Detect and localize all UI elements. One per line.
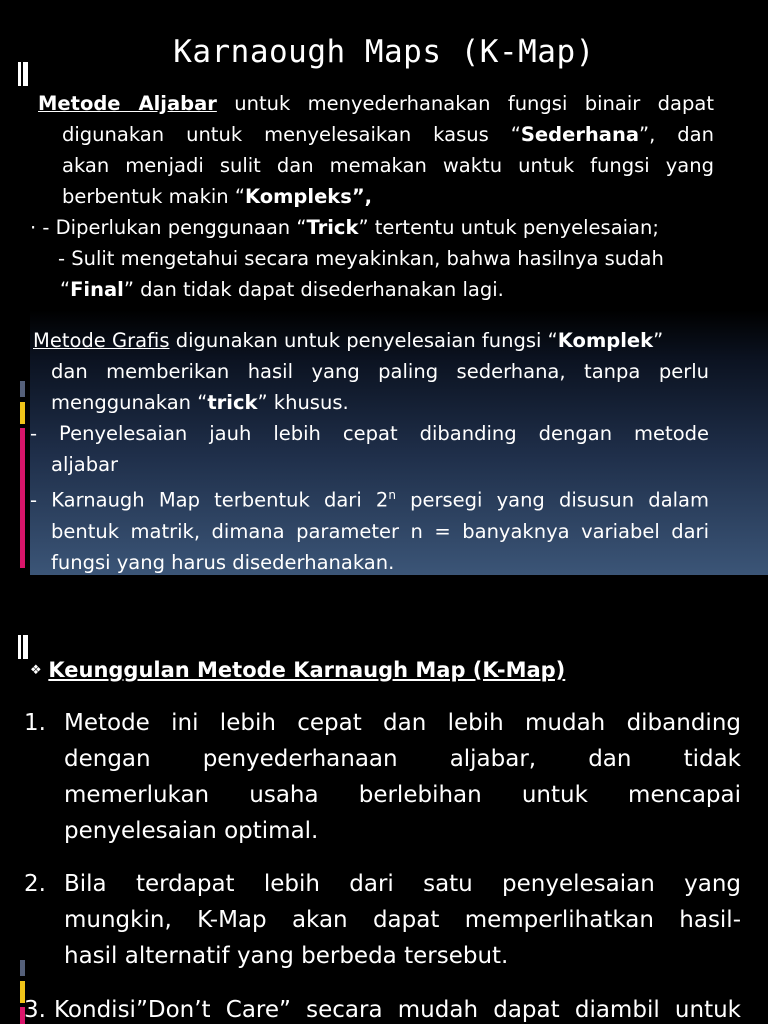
advantage-item-1 <box>24 705 741 849</box>
item-1-line-3: memerlukan usaha berlebihan untuk mencapai <box>64 782 741 808</box>
item-1-line-2: dengan penyederhanaan aljabar, dan tidak <box>64 746 741 772</box>
grafis-line-6: - Karnaugh Map terbentuk dari 2$^n$ persegi yang disusun dalam <box>30 488 710 512</box>
item-number: 1. <box>24 710 46 736</box>
advantage-item-3 <box>24 992 741 1024</box>
slide-title: Karnaough Maps (K-Map) <box>173 34 595 70</box>
aljabar-line-4: berbentuk makin “Kompleks”, <box>62 185 373 208</box>
grafis-line-4: - Penyelesaian jauh lebih cepat dibanding dengan metode <box>30 422 709 445</box>
aljabar-bullet-3: “Final” dan tidak dapat disederhanakan lagi. <box>60 278 504 301</box>
diamond-bullet-icon: ❖ <box>30 663 42 678</box>
grafis-line-7: bentuk matrik, dimana parameter n = banyaknya variabel dari <box>51 519 709 543</box>
decor-bar-slate <box>20 381 25 397</box>
aljabar-bullet-1: · - Diperlukan penggunaan “Trick” tertentu untuk penyelesaian; <box>30 216 659 239</box>
item-2-line-3: hasil alternatif yang berbeda tersebut. <box>64 943 509 969</box>
decor-bar-yellow <box>20 402 25 424</box>
decor-bar-slate <box>20 960 25 976</box>
grafis-line-2: dan memberikan hasil yang paling sederhana, tanpa perlu <box>51 360 709 383</box>
item-1-line-4: penyelesaian optimal. <box>64 818 319 844</box>
grafis-line-3: menggunakan “trick” khusus. <box>51 391 349 414</box>
aljabar-paragraph <box>38 88 714 212</box>
item-1-line-1: Metode ini lebih cepat dan lebih mudah dibanding <box>64 710 741 736</box>
grafis-line-1: Metode Grafis digunakan untuk penyelesaian fungsi “Komplek” <box>33 329 664 352</box>
aljabar-bullets <box>30 212 720 305</box>
decor-bar-pink <box>20 428 25 568</box>
grafis-heading: Metode Grafis <box>33 329 170 352</box>
advantages-heading-row <box>30 652 565 689</box>
item-2-line-1: Bila terdapat lebih dari satu penyelesaian yang <box>64 871 741 897</box>
decor-bar-white <box>23 635 28 659</box>
aljabar-line-2: digunakan untuk menyelesaikan kasus “Sederhana”, dan <box>62 123 714 146</box>
item-2-line-2: mungkin, K-Map akan dapat memperlihatkan hasil- <box>64 907 741 933</box>
aljabar-heading: Metode Aljabar <box>38 92 217 115</box>
grafis-line-5: aljabar <box>51 453 119 476</box>
decor-bar-white <box>18 635 21 659</box>
grafis-line-8: fungsi yang harus disederhanakan. <box>51 550 395 574</box>
slide-2 <box>0 615 768 1024</box>
advantages-heading: Keunggulan Metode Karnaugh Map (K-Map) <box>48 658 566 682</box>
item-number: 2. <box>24 871 46 897</box>
item-number: 3. <box>24 997 46 1023</box>
aljabar-bullet-2: - Sulit mengetahui secara meyakinkan, bahwa hasilnya sudah <box>58 247 664 270</box>
aljabar-line-3: akan menjadi sulit dan memakan waktu untuk fungsi yang <box>62 154 714 177</box>
aljabar-line-1: Metode Aljabar untuk menyederhanakan fungsi binair dapat <box>38 92 714 115</box>
item-3-line-1: Kondisi”Don’t Care” secara mudah dapat diambil untuk <box>54 997 741 1023</box>
grafis-paragraph <box>30 325 710 578</box>
advantage-item-2 <box>24 866 741 974</box>
